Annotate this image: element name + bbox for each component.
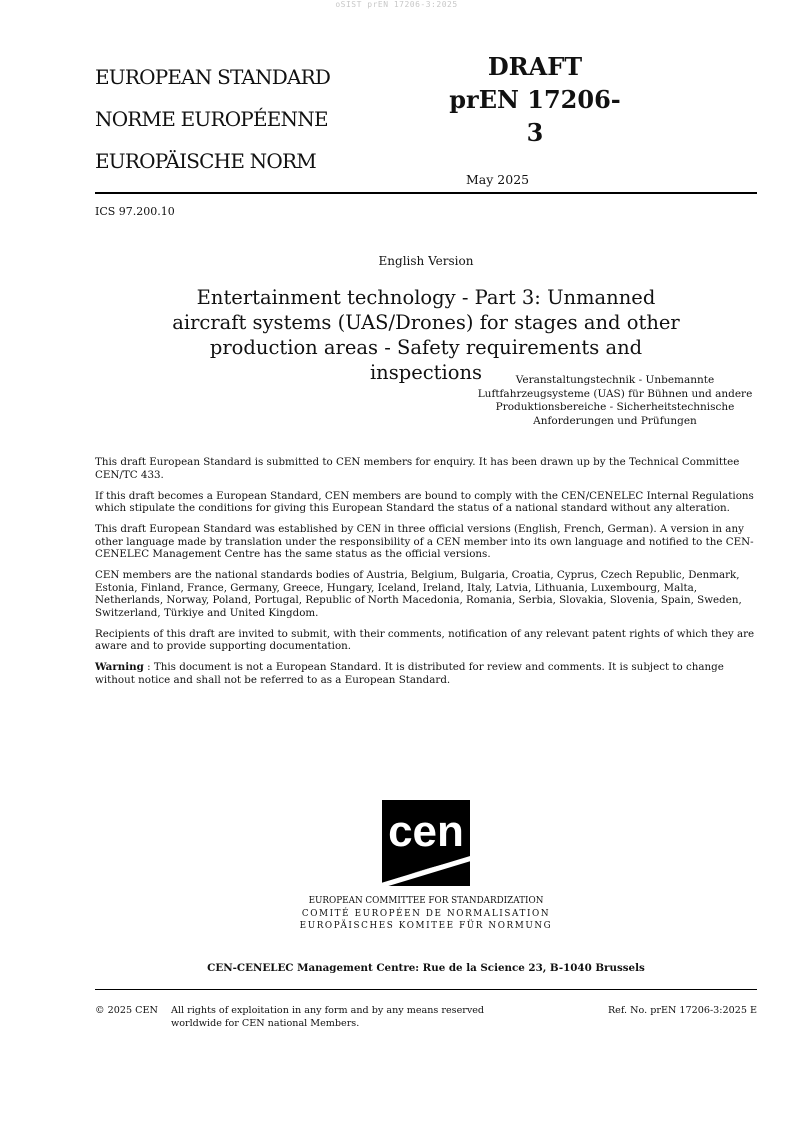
draft-block xyxy=(445,50,625,149)
reference-number: Ref. No. prEN 17206-3:2025 E xyxy=(607,1005,757,1016)
paragraph: This draft European Standard was established by CEN in three official versions (English, French, German). A version in any other language made by translation under the responsibility of a CEN member into its own language and notified to the CEN-CENELEC Management Centre has the same status as the official versions. xyxy=(95,523,754,560)
header-rule xyxy=(95,192,757,194)
paragraph: If this draft becomes a European Standard, CEN members are bound to comply with the CEN/CENELEC Internal Regulations which stipulate the conditions for giving this European Standard the status of a national standard without any alteration. xyxy=(95,489,754,514)
cen-logo xyxy=(370,800,482,890)
rights-statement xyxy=(171,1005,484,1030)
publication-date: May 2025 xyxy=(466,172,530,187)
watermark: oSIST prEN 17206-3:2025 xyxy=(335,0,458,9)
rights-line: worldwide for CEN national Members. xyxy=(171,1017,360,1029)
document-reference: prEN 17206-3 xyxy=(449,85,621,147)
warning-text: : This document is not a European Standard. It is distributed for review and comments. It is subject to change without notice and shall not be referred to as a European Standard. xyxy=(95,661,724,686)
rights-line: All rights of exploitation in any form and by any means reserved xyxy=(171,1005,485,1016)
cen-logo-text: cen xyxy=(388,807,464,856)
paragraph: Recipients of this draft are invited to submit, with their comments, notification of any relevant patent rights of which they are aware and to provide supporting documentation. xyxy=(95,627,755,652)
management-centre-address: CEN-CENELEC Management Centre: Rue de la Science 23, B-1040 Brussels xyxy=(207,962,645,974)
standard-names xyxy=(95,56,330,182)
german-title: Veranstaltungstechnik - Unbemannte Luftfahrzeugsysteme (UAS) für Bühnen und andere Produktionsbereiche - Sicherheitstechnische Anforderungen und Prüfungen xyxy=(477,374,753,427)
paragraph: This draft European Standard is submitted to CEN members for enquiry. It has been drawn up by the Technical Committee CEN/TC 433. xyxy=(95,456,740,481)
warning-paragraph xyxy=(95,661,757,686)
english-version-label: English Version xyxy=(378,254,474,268)
footer-rule xyxy=(95,989,757,990)
standard-name-de: EUROPÄISCHE NORM xyxy=(95,149,316,173)
document-title: Entertainment technology - Part 3: Unmanned aircraft systems (UAS/Drones) for stages and other production areas - Safety requirements and inspections xyxy=(172,286,680,384)
committee-names xyxy=(240,895,612,933)
standard-name-en: EUROPEAN STANDARD xyxy=(95,65,331,89)
paragraph: CEN members are the national standards bodies of Austria, Belgium, Bulgaria, Croatia, Cyprus, Czech Republic, Denmark, Estonia, Finland, France, Germany, Greece, Hungary, Iceland, Ireland, Italy, Latvia, Lithuania, Luxembourg, Malta, Netherlands, Norway, Poland, Portugal, Republic of North Macedonia, Romania, Serbia, Slovakia, Slovenia, Spain, Sweden, Switzerland, Türkiye and United Kingdom. xyxy=(95,569,742,619)
draft-label: DRAFT xyxy=(487,52,583,81)
committee-name-de: EUROPÄISCHES KOMITEE FÜR NORMUNG xyxy=(299,921,553,931)
warning-label: Warning xyxy=(95,661,144,673)
copyright: © 2025 CEN xyxy=(95,1005,158,1016)
committee-name-en: EUROPEAN COMMITTEE FOR STANDARDIZATION xyxy=(308,896,544,906)
standard-name-fr: NORME EUROPÉENNE xyxy=(95,107,328,131)
committee-name-fr: COMITÉ EUROPÉEN DE NORMALISATION xyxy=(301,908,551,919)
ics-code: ICS 97.200.10 xyxy=(95,205,175,218)
intro-text xyxy=(95,456,757,695)
